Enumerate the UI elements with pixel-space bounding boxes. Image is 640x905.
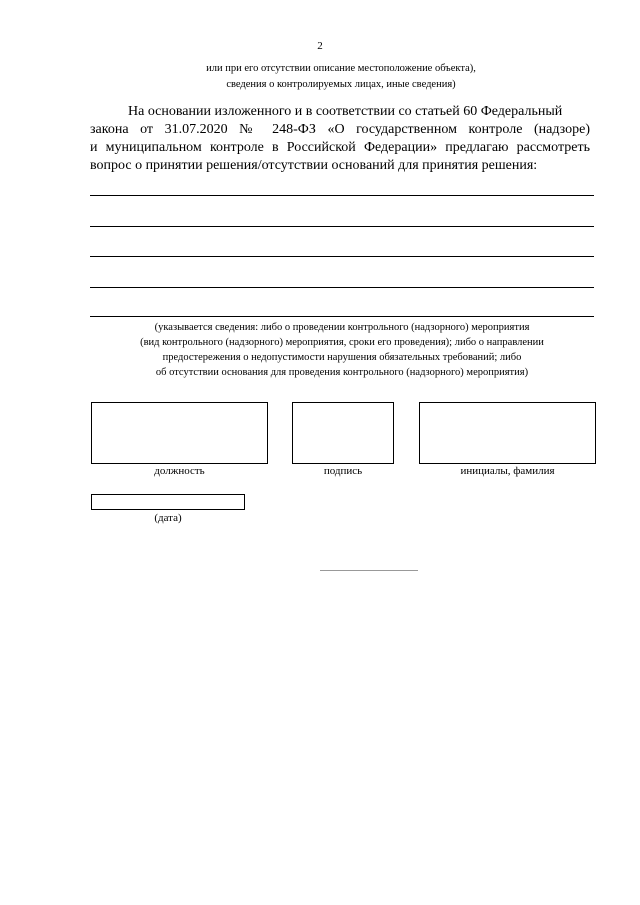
fill-line-2 <box>90 226 594 227</box>
signature-box[interactable] <box>292 402 394 464</box>
fill-line-1 <box>90 195 594 196</box>
header-note-line-1: или при его отсутствии описание местоположение объекта), <box>206 63 476 74</box>
position-label: должность <box>154 465 205 477</box>
paragraph-line-3: и муниципальном контроле в Российской Федерации» предлагаю рассмотреть <box>90 140 590 155</box>
paragraph-line-2: закона от 31.07.2020 № 248-ФЗ «О государственном контроле (надзоре) <box>90 122 590 137</box>
paragraph-line-4: вопрос о принятии решения/отсутствии оснований для принятия решения: <box>90 158 538 173</box>
end-divider <box>320 570 418 571</box>
caption-line-1: (указывается сведения: либо о проведении контрольного (надзорного) мероприятия <box>154 322 530 333</box>
position-box[interactable] <box>91 402 268 464</box>
fill-line-5 <box>90 316 594 317</box>
header-note-line-2: сведения о контролируемых лицах, иные сведения) <box>226 79 456 90</box>
page-number: 2 <box>317 40 323 52</box>
caption-line-3: предостережения о недопустимости нарушения обязательных требований; либо <box>162 352 522 363</box>
caption-line-4: об отсутствии основания для проведения контрольного (надзорного) мероприятия) <box>155 367 529 378</box>
date-box[interactable] <box>91 494 245 510</box>
fill-line-4 <box>90 287 594 288</box>
paragraph-line-1: На основании изложенного и в соответствии со статьей 60 Федеральный <box>128 104 563 119</box>
date-label: (дата) <box>154 512 182 524</box>
fill-line-3 <box>90 256 594 257</box>
caption-line-2: (вид контрольного (надзорного) мероприятия, сроки его проведения); либо о направлении <box>140 337 544 348</box>
name-box[interactable] <box>419 402 596 464</box>
signature-label: подпись <box>323 465 363 477</box>
instruction-caption <box>90 320 594 380</box>
name-label: инициалы, фамилия <box>460 465 555 477</box>
main-paragraph <box>90 103 590 175</box>
